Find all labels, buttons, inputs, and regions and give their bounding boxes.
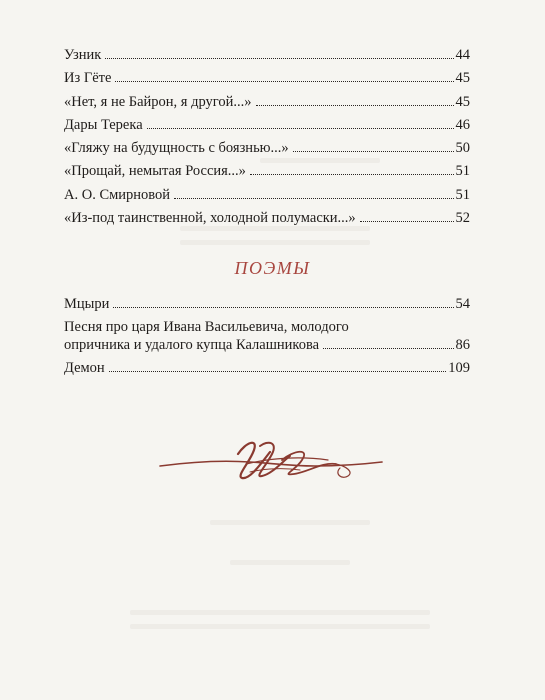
toc-entry-title: Демон [64, 360, 105, 377]
dot-leader [115, 81, 453, 82]
bleed-through-mark [130, 610, 430, 615]
flourish-ornament-icon [150, 432, 390, 492]
toc-entry[interactable] [64, 69, 470, 87]
dot-leader [256, 105, 454, 106]
toc-entry-page: 50 [455, 140, 470, 157]
toc-entry[interactable] [64, 318, 470, 354]
toc-entry-page: 109 [448, 360, 470, 377]
toc-entry-title: Из Гёте [64, 70, 112, 87]
toc-entry-page: 44 [455, 47, 470, 63]
toc-entry-page: 86 [455, 337, 470, 354]
toc-entry-title: Узник [64, 47, 102, 63]
dot-leader [109, 371, 447, 372]
dot-leader [105, 58, 453, 59]
toc-list-poems [64, 46, 470, 232]
bleed-through-mark [230, 560, 350, 565]
section-heading-poemy: ПОЭМЫ [234, 258, 311, 278]
dot-leader [174, 198, 453, 199]
toc-entry-title: Мцыри [64, 296, 110, 312]
toc-list-long-poems [64, 295, 470, 383]
dot-leader [113, 307, 453, 308]
toc-entry-title: «Нет, я не Байрон, я другой...» [64, 93, 252, 110]
dot-leader [293, 151, 454, 152]
toc-entry[interactable] [64, 359, 470, 377]
toc-entry[interactable] [64, 209, 470, 227]
bleed-through-mark [210, 520, 370, 525]
dot-leader [250, 174, 454, 175]
dot-leader [323, 348, 453, 349]
toc-entry-title: «Гляжу на будущность с боязнью...» [64, 140, 289, 157]
toc-entry-page: 51 [455, 186, 470, 203]
toc-entry-page: 45 [455, 70, 470, 87]
toc-entry-title: «Прощай, немытая Россия...» [64, 163, 246, 180]
toc-entry-title: А. О. Смирновой [64, 186, 171, 203]
toc-entry-title-line1: Песня про царя Ивана Васильевича, молодого [64, 319, 349, 336]
toc-entry-page: 46 [455, 116, 470, 133]
toc-entry-page: 45 [455, 93, 470, 110]
bleed-through-mark [130, 624, 430, 629]
toc-entry-page: 52 [455, 210, 470, 227]
toc-entry[interactable] [64, 139, 470, 157]
toc-entry[interactable] [64, 162, 470, 180]
toc-entry-title: Дары Терека [64, 116, 143, 133]
bleed-through-mark [180, 240, 370, 245]
toc-entry-page: 54 [455, 296, 470, 312]
toc-entry[interactable] [64, 46, 470, 64]
toc-entry-title: «Из-под таинственной, холодной полумаски...» [64, 210, 356, 227]
dot-leader [147, 128, 454, 129]
dot-leader [360, 221, 454, 222]
toc-entry[interactable] [64, 116, 470, 134]
toc-entry[interactable] [64, 295, 470, 313]
toc-entry[interactable] [64, 186, 470, 204]
toc-entry-title-line2: опричника и удалого купца Калашникова [64, 337, 320, 354]
toc-entry[interactable] [64, 93, 470, 111]
toc-entry-page: 51 [455, 163, 470, 180]
